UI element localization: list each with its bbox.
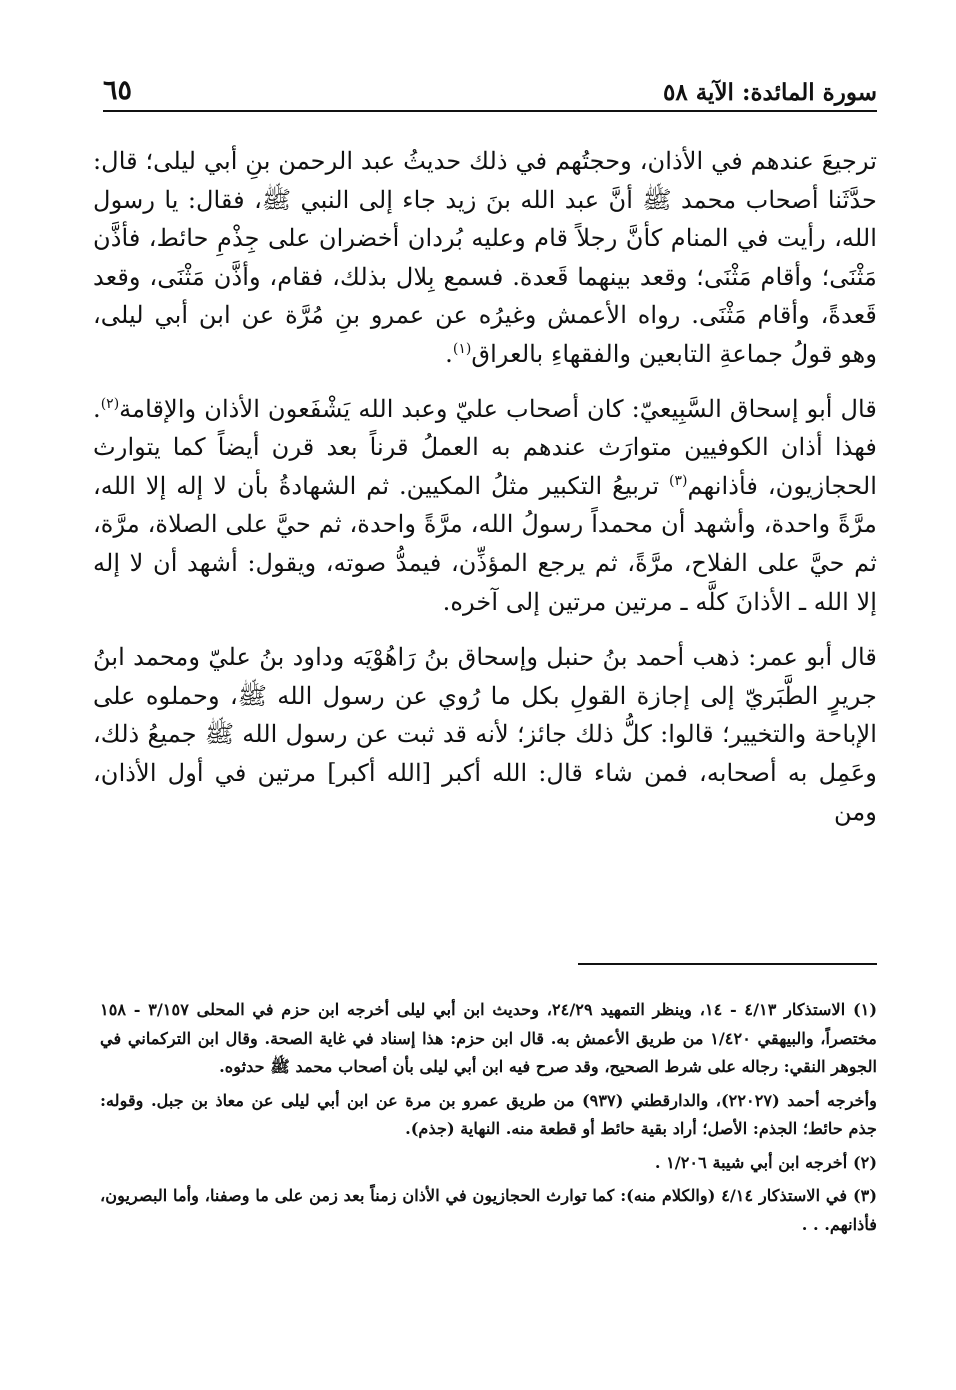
paragraph-2 (93, 390, 877, 622)
paragraph-2-text-b: . فهذا أذان الكوفيين متوارَث عندهم به العملُ قرناً بعد قرن أيضاً كما يتوارث الحجازيون، فأذانهم (93, 394, 877, 500)
paragraph-3 (93, 638, 877, 831)
footnote-ref-3: (٣) (669, 472, 688, 489)
footnote-3-text: في الاستذكار ٤/١٤ (والكلام منه): كما توارث الحجازيون في الأذان زمناً بعد زمن على ما وصفنا، وأما البصريون، فأذانهم. . . (100, 1186, 877, 1234)
footnote-1b-text: وأخرجه أحمد (٢٢٠٢٧)، والدارقطني (٩٣٧) من طريق عمرو بن مرة عن ابن أبي ليلى عن معاذ بن جبل. وقوله: جذم حائط؛ الجذم: الأصل؛ أراد بقية حائط أو قطعة منه. النهاية (جذم). (100, 1090, 877, 1138)
paragraph-2-text-c: تربيعُ التكبير مثلُ المكيين. ثم الشهادةُ بأن لا إله إلا الله، مرَّةً واحدة، وأشهد أن محمداً رسولُ الله، مرَّةً واحدة، ثم حيَّ على الصلاة، مرَّة، ثم حيَّ على الفلاح، مرَّةً، ثم يرجع المؤذِّن، فيمدُّ صوته، ويقول: أشهد أن لا إله إلا الله ـ الأذانَ كلَّه ـ مرتين مرتين إلى آخره. (93, 471, 877, 616)
footnote-1-number: (١) (852, 1000, 877, 1019)
footnote-ref-1: (١) (452, 340, 472, 357)
running-header (103, 62, 877, 112)
footnote-2-number: (٢) (852, 1152, 877, 1172)
paragraph-1-text: ترجيعَ عندهم في الأذان، وحجتُهم في ذلك حديثُ عبد الرحمن بنِ أبي ليلى؛ قال: حدَّثَنا أصحاب محمد ﷺ أنَّ عبد الله بنَ زيد جاء إلى النبي ﷺ، فقال: يا رسول الله، رأيت في المنام كأنَّ رجلاً قام وعليه بُردان أخضران على جِذْمِ حائط، فأذَّن مَثْنَى؛ وأقام مَثْنَى؛ وقعد بينهما قَعدة. فسمع بِلال بذلك، فقام، وأذَّن مَثْنَى، وقعد قَعدةً، وأقام مَثْنَى. رواه الأعمش وغيرُه عن عمرو بنِ مُرَّة عن ابن أبي ليلى، وهو قولُ جماعةِ التابعين والفقهاءِ بالعراق (93, 147, 877, 368)
paragraph-3-text: قال أبو عمر: ذهب أحمد بنُ حنبل وإسحاق بنُ رَاهُوْيَه وداود بنُ عليّ ومحمد ابنُ جريرٍ الطَّبَريّ إلى إجازة القولِ بكل ما رُوي عن رسول الله ﷺ، وحملوه على الإباحة والتخيير؛ قالوا: كلُّ ذلك جائز؛ لأنه قد ثبت عن رسول الله ﷺ جميعُ ذلك، وعَمِل به أصحابه، فمن شاء قال: الله أكبر [الله أكبر] مرتين في أول الأذان، ومن (93, 643, 877, 826)
footnote-1-continued (100, 1087, 877, 1144)
page-number: ٦٥ (103, 75, 133, 106)
paragraph-1 (93, 142, 877, 374)
footnote-1 (100, 996, 877, 1082)
paragraph-1-tail: . (445, 339, 453, 368)
footnote-1-text: الاستذكار ٤/١٣ - ١٤، وينظر التمهيد ٢٤/٢٩، وحديث ابن أبي ليلى أخرجه ابن حزم في المحلى ٣/١٥٧ - ١٥٨ مختصراً، والبيهقي ١/٤٢٠ من طريق الأعمش به. قال ابن حزم: هذا إسناد في غاية الصحة. وقال ابن التركماني في الجوهر النقي: رجاله على شرط الصحيح، وقد صرح فيه ابن أبي ليلى بأن أصحاب محمد ﷺ حدثوه. (100, 1000, 877, 1076)
footnote-3 (100, 1182, 877, 1239)
surah-verse-title: سورة المائدة: الآية ٥٨ (662, 79, 877, 106)
footnote-ref-2: (٢) (100, 395, 120, 412)
footnote-3-number: (٣) (852, 1186, 878, 1205)
footnote-2-text: أخرجه ابن أبي شيبة ١/٢٠٦ . (654, 1152, 848, 1172)
footnote-separator (578, 963, 877, 965)
footnotes (100, 996, 877, 1244)
main-text (93, 142, 877, 831)
paragraph-2-text-a: قال أبو إسحاق السَّبِيعيّ: كان أصحاب عليّ وعبد الله يَشْفَعون الأذان والإقامة (119, 394, 877, 423)
footnote-2 (100, 1149, 877, 1178)
